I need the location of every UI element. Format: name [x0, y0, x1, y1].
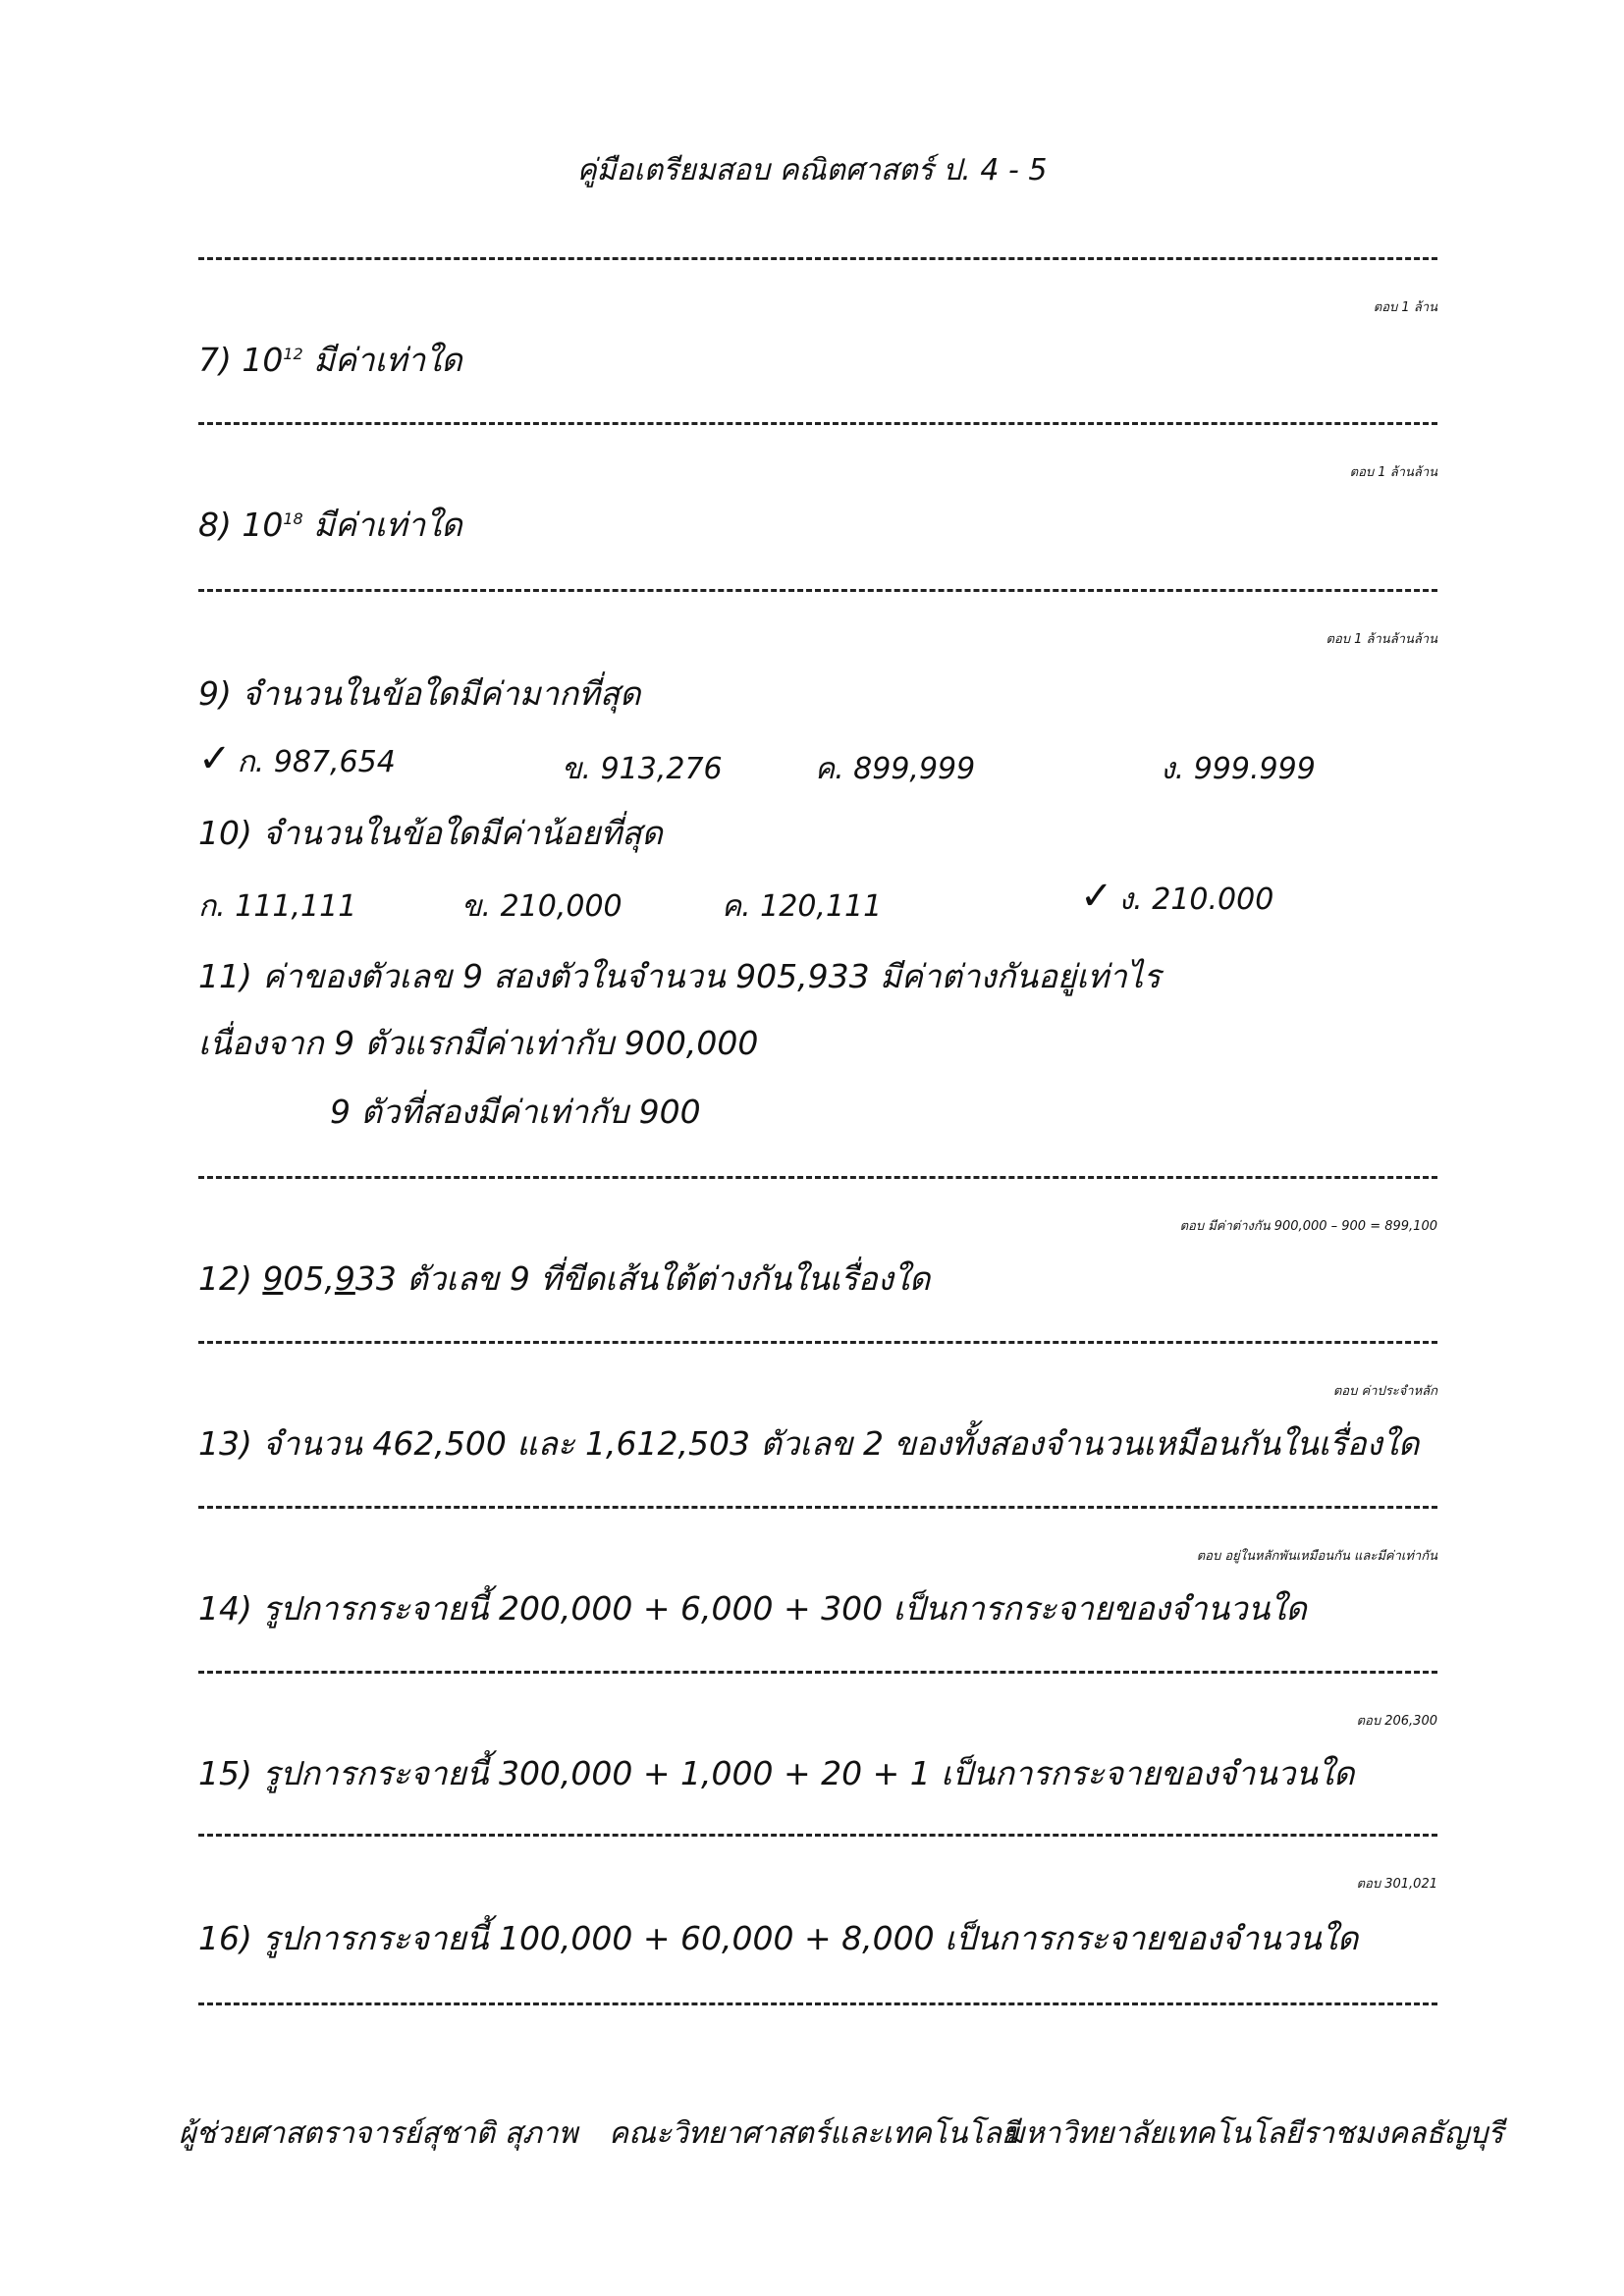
- answer-q15: ตอบ 301,021: [1356, 1877, 1437, 1892]
- page-header-title: คู่มือเตรียมสอบ คณิตศาสตร์ ป. 4 - 5: [576, 153, 1048, 187]
- question-7: [198, 334, 462, 386]
- question-10-option-b: ข. 210,000: [461, 889, 623, 924]
- footer-faculty: คณะวิทยาศาสตร์และเทคโนโลยี: [609, 2116, 1019, 2151]
- question-11-work-line-1: เนื่องจาก 9 ตัวแรกมีค่าเท่ากับ 900,000: [198, 1024, 759, 1062]
- question-9-option-a: [198, 736, 396, 785]
- question-15: 15) รูปการกระจายนี้ 300,000 + 1,000 + 20 + 1 เป็นการกระจายของจำนวนใด: [198, 1754, 1355, 1792]
- divider: [198, 2002, 1437, 2005]
- divider: [198, 1834, 1437, 1837]
- divider: [198, 1671, 1437, 1674]
- question-14: 14) รูปการกระจายนี้ 200,000 + 6,000 + 300 เป็นการกระจายของจำนวนใด: [198, 1589, 1307, 1628]
- divider: [198, 1506, 1437, 1509]
- question-8-exponent: 18: [283, 509, 303, 528]
- question-16: 16) รูปการกระจายนี้ 100,000 + 60,000 + 8,000 เป็นการกระจายของจำนวนใด: [198, 1919, 1359, 1957]
- question-10-option-a: ก. 111,111: [198, 889, 357, 924]
- question-10-option-c: ค. 120,111: [722, 889, 883, 924]
- question-11: 11) ค่าของตัวเลข 9 สองตัวในจำนวน 905,933 มีค่าต่างกันอยู่เท่าไร: [198, 957, 1162, 995]
- question-10: 10) จำนวนในข้อใดมีค่าน้อยที่สุด: [198, 814, 663, 852]
- underlined-digit: 9: [334, 1259, 355, 1298]
- question-8: [198, 499, 462, 551]
- answer-q11: ตอบ มีค่าต่างกัน 900,000 – 900 = 899,100: [1179, 1219, 1437, 1234]
- question-12-number-part: 05,: [283, 1259, 335, 1298]
- question-10-option-d: [1080, 874, 1273, 923]
- divider: [198, 257, 1437, 260]
- question-9-option-d: ง. 999.999: [1161, 752, 1316, 786]
- question-11-work-line-2: 9 ตัวที่สองมีค่าเท่ากับ 900: [330, 1093, 701, 1131]
- question-12: [198, 1253, 930, 1305]
- question-7-text: มีค่าเท่าใด: [302, 341, 462, 379]
- question-7-base: 7) 10: [198, 341, 284, 379]
- check-mark-icon: ✓: [198, 736, 232, 781]
- answer-q12: ตอบ ค่าประจำหลัก: [1332, 1384, 1437, 1399]
- divider: [198, 1341, 1437, 1344]
- question-8-base: 8) 10: [198, 506, 284, 544]
- answer-q13: ตอบ อยู่ในหลักพันเหมือนกัน และมีค่าเท่ากัน: [1196, 1549, 1437, 1564]
- footer-university: มหาวิทยาลัยเทคโนโลยีราชมงคลธัญบุรี: [1005, 2116, 1504, 2151]
- question-13: 13) จำนวน 462,500 และ 1,612,503 ตัวเลข 2 ของทั้งสองจำนวนเหมือนกันในเรื่องใด: [198, 1424, 1420, 1463]
- question-7-exponent: 12: [283, 345, 303, 363]
- question-12-prefix: 12): [198, 1259, 263, 1298]
- answer-q8: ตอบ 1 ล้านล้าน: [1349, 465, 1437, 480]
- option-label: ก. 987,654: [237, 745, 396, 779]
- question-9-option-b: ข. 913,276: [562, 752, 723, 786]
- question-8-text: มีค่าเท่าใด: [302, 506, 462, 544]
- option-label: ง. 210.000: [1118, 882, 1274, 917]
- divider: [198, 422, 1437, 425]
- answer-q7: ตอบ 1 ล้าน: [1373, 300, 1437, 315]
- question-12-text: 33 ตัวเลข 9 ที่ขีดเส้นใต้ต่างกันในเรื่องใด: [354, 1259, 931, 1298]
- divider: [198, 1176, 1437, 1179]
- underlined-digit: 9: [262, 1259, 284, 1298]
- question-9-option-c: ค. 899,999: [815, 752, 976, 786]
- answer-q14: ตอบ 206,300: [1356, 1714, 1437, 1729]
- divider: [198, 589, 1437, 592]
- answer-q9: ตอบ 1 ล้านล้านล้าน: [1326, 632, 1437, 647]
- question-9: 9) จำนวนในข้อใดมีค่ามากที่สุด: [198, 674, 641, 713]
- check-mark-icon: ✓: [1080, 874, 1113, 919]
- footer-author: ผู้ช่วยศาสตราจารย์สุชาติ สุภาพ: [179, 2116, 578, 2151]
